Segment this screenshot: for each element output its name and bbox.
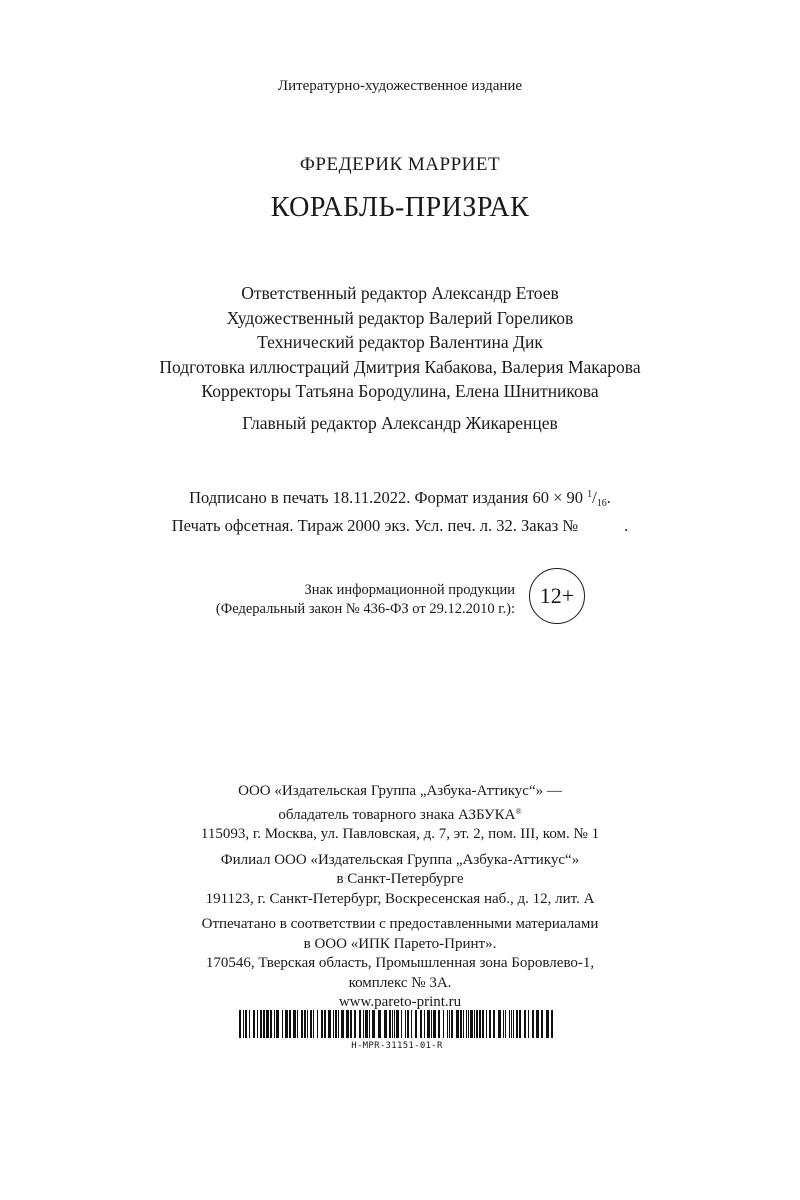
barcode-text: H-MPR-31151-01-R bbox=[351, 1041, 443, 1051]
barcode-bar bbox=[307, 1010, 308, 1038]
barcode-bar bbox=[285, 1010, 288, 1038]
barcode-bar bbox=[293, 1010, 296, 1038]
printer-address: комплекс № 3А. bbox=[348, 974, 452, 991]
branch-address: 191123, г. Санкт-Петербург, Воскресенская наб., д. 12, лит. А bbox=[205, 890, 595, 907]
credit-line: Корректоры Татьяна Бородулина, Елена Шнитникова bbox=[201, 381, 599, 401]
barcode-bar bbox=[274, 1010, 275, 1038]
barcode-bar bbox=[498, 1010, 501, 1038]
barcode-bar bbox=[401, 1010, 402, 1038]
barcode-bar bbox=[482, 1010, 484, 1038]
barcode-bar bbox=[263, 1010, 265, 1038]
barcode-bar bbox=[341, 1010, 344, 1038]
barcode-bar bbox=[551, 1010, 553, 1038]
print-run-text: Печать офсетная. Тираж 2000 экз. Усл. печ. л. 32. Заказ № bbox=[171, 516, 579, 535]
format-numerator: 1 bbox=[587, 489, 593, 500]
barcode-bar bbox=[407, 1010, 409, 1038]
printer-line: Отпечатано в соответствии с предоставленными материалами bbox=[201, 916, 599, 932]
barcode-bar bbox=[310, 1010, 312, 1038]
barcode-bar bbox=[276, 1010, 279, 1038]
barcode-bar bbox=[470, 1010, 473, 1038]
barcode-bar bbox=[528, 1010, 529, 1038]
barcode-bar bbox=[378, 1010, 381, 1038]
barcode-bar bbox=[338, 1010, 339, 1038]
barcode-bar bbox=[384, 1010, 387, 1038]
barcode-bar bbox=[354, 1010, 356, 1038]
branch-line: Филиал ООО «Издательская Группа „Азбука-Аттикус“» bbox=[220, 851, 580, 868]
barcode-bar bbox=[451, 1010, 453, 1038]
barcode-bar bbox=[486, 1010, 487, 1038]
barcode-bar bbox=[532, 1010, 534, 1038]
barcode-bar bbox=[474, 1010, 475, 1038]
trademark-text: обладатель товарного знака АЗБУКА bbox=[278, 806, 516, 823]
print-info-line-1 bbox=[0, 484, 800, 515]
publisher-address: 115093, г. Москва, ул. Павловская, д. 7, эт. 2, пом. III, ком. № 1 bbox=[200, 826, 600, 842]
barcode-bar bbox=[389, 1010, 391, 1038]
printer-line: в ООО «ИПК Парето-Принт». bbox=[303, 935, 497, 952]
barcode-bar bbox=[243, 1010, 244, 1038]
barcode-bar bbox=[304, 1010, 306, 1038]
age-rating-label-line-2: (Федеральный закон № 436-ФЗ от 29.12.2010 г.): bbox=[215, 601, 515, 617]
format-slash: / bbox=[592, 488, 597, 507]
barcode-bar bbox=[249, 1010, 250, 1038]
age-rating-label bbox=[150, 581, 515, 619]
barcode-bar bbox=[260, 1010, 262, 1038]
barcode-bar bbox=[546, 1010, 549, 1038]
credit-line: Технический редактор Валентина Дик bbox=[257, 332, 543, 352]
barcode-bar bbox=[519, 1010, 521, 1038]
credit-line: Ответственный редактор Александр Етоев bbox=[241, 283, 559, 303]
barcode-bar bbox=[324, 1010, 326, 1038]
publisher-info bbox=[0, 782, 800, 1013]
barcode-bar bbox=[447, 1010, 448, 1038]
age-rating-value: 12+ bbox=[539, 583, 575, 608]
barcode-bar bbox=[313, 1010, 314, 1038]
barcode-bar bbox=[449, 1010, 450, 1038]
barcode-bar bbox=[239, 1010, 241, 1038]
barcode-bar bbox=[503, 1010, 504, 1038]
barcode-bar bbox=[438, 1010, 440, 1038]
barcode-bar bbox=[511, 1010, 512, 1038]
barcode-image bbox=[239, 1010, 555, 1038]
credit-line: Подготовка иллюстраций Дмитрия Кабакова, Валерия Макарова bbox=[159, 356, 641, 377]
barcode-bar bbox=[266, 1010, 269, 1038]
barcode-bar bbox=[328, 1010, 331, 1038]
barcode-bar bbox=[541, 1010, 543, 1038]
author-name: ФРЕДЕРИК МАРРИЕТ bbox=[299, 154, 501, 175]
print-format-text: Подписано в печать 18.11.2022. Формат издания 60 × 90 bbox=[189, 488, 584, 507]
barcode-bar bbox=[460, 1010, 462, 1038]
age-rating-badge bbox=[529, 568, 585, 624]
barcode-bar bbox=[369, 1010, 370, 1038]
credits-list bbox=[0, 281, 800, 404]
barcode-bar bbox=[350, 1010, 352, 1038]
chief-editor: Главный редактор Александр Жикаренцев bbox=[242, 413, 558, 433]
barcode-bar bbox=[476, 1010, 478, 1038]
barcode-bar bbox=[505, 1010, 506, 1038]
barcode-bar bbox=[493, 1010, 495, 1038]
branch-line: в Санкт-Петербурге bbox=[336, 871, 464, 887]
barcode-bar bbox=[346, 1010, 349, 1038]
barcode-bar bbox=[270, 1010, 272, 1038]
publisher-line: ООО «Издательская Группа „Азбука-Аттикус“» — bbox=[238, 783, 562, 799]
barcode-bar bbox=[456, 1010, 459, 1038]
barcode-bar bbox=[372, 1010, 375, 1038]
barcode-bar bbox=[289, 1010, 291, 1038]
barcode-bar bbox=[489, 1010, 491, 1038]
barcode-bar bbox=[301, 1010, 303, 1038]
barcode-bar bbox=[245, 1010, 247, 1038]
barcode-bar bbox=[411, 1010, 412, 1038]
age-rating-label-line-1: Знак информационной продукции bbox=[304, 582, 515, 598]
barcode-bar bbox=[282, 1010, 283, 1038]
registered-mark: ® bbox=[515, 806, 522, 816]
barcode-bar bbox=[443, 1010, 444, 1038]
barcode-bar bbox=[392, 1010, 393, 1038]
barcode-bar bbox=[405, 1010, 406, 1038]
barcode-bar bbox=[536, 1010, 539, 1038]
barcode-bar bbox=[427, 1010, 430, 1038]
barcode-bar bbox=[420, 1010, 422, 1038]
book-title: КОРАБЛЬ-ПРИЗРАК bbox=[270, 192, 530, 223]
barcode-bar bbox=[359, 1010, 361, 1038]
credit-line: Художественный редактор Валерий Гореликов bbox=[226, 307, 574, 328]
barcode-bar bbox=[468, 1010, 469, 1038]
barcode-bar bbox=[466, 1010, 467, 1038]
barcode-bar bbox=[516, 1010, 518, 1038]
barcode-bar bbox=[424, 1010, 425, 1038]
barcode-bar bbox=[513, 1010, 514, 1038]
barcode-bar bbox=[509, 1010, 510, 1038]
barcode-bar bbox=[365, 1010, 368, 1038]
barcode-bar bbox=[317, 1010, 318, 1038]
barcode-bar bbox=[253, 1010, 255, 1038]
barcode-bar bbox=[479, 1010, 481, 1038]
barcode-bar bbox=[363, 1010, 364, 1038]
barcode-bar bbox=[463, 1010, 464, 1038]
order-period: . bbox=[624, 516, 629, 535]
print-info-line-2 bbox=[0, 515, 800, 537]
barcode-bar bbox=[394, 1010, 395, 1038]
publisher-line bbox=[0, 802, 800, 826]
genre-label: Литературно-художественное издание bbox=[277, 78, 523, 94]
barcode-bar bbox=[415, 1010, 417, 1038]
barcode-bar bbox=[433, 1010, 436, 1038]
barcode-bar bbox=[257, 1010, 258, 1038]
printer-address: 170546, Тверская область, Промышленная зона Боровлево-1, bbox=[205, 955, 595, 971]
barcode-bar bbox=[333, 1010, 334, 1038]
barcode-bar bbox=[297, 1010, 298, 1038]
print-info bbox=[0, 484, 800, 537]
barcode-bar bbox=[524, 1010, 526, 1038]
barcode-bar bbox=[335, 1010, 337, 1038]
barcode-bar bbox=[396, 1010, 399, 1038]
format-period: . bbox=[606, 488, 611, 507]
barcode-bar bbox=[431, 1010, 432, 1038]
printer-website: www.pareto-print.ru bbox=[338, 994, 462, 1010]
barcode-bar bbox=[321, 1010, 323, 1038]
format-denominator: 16 bbox=[596, 498, 607, 509]
